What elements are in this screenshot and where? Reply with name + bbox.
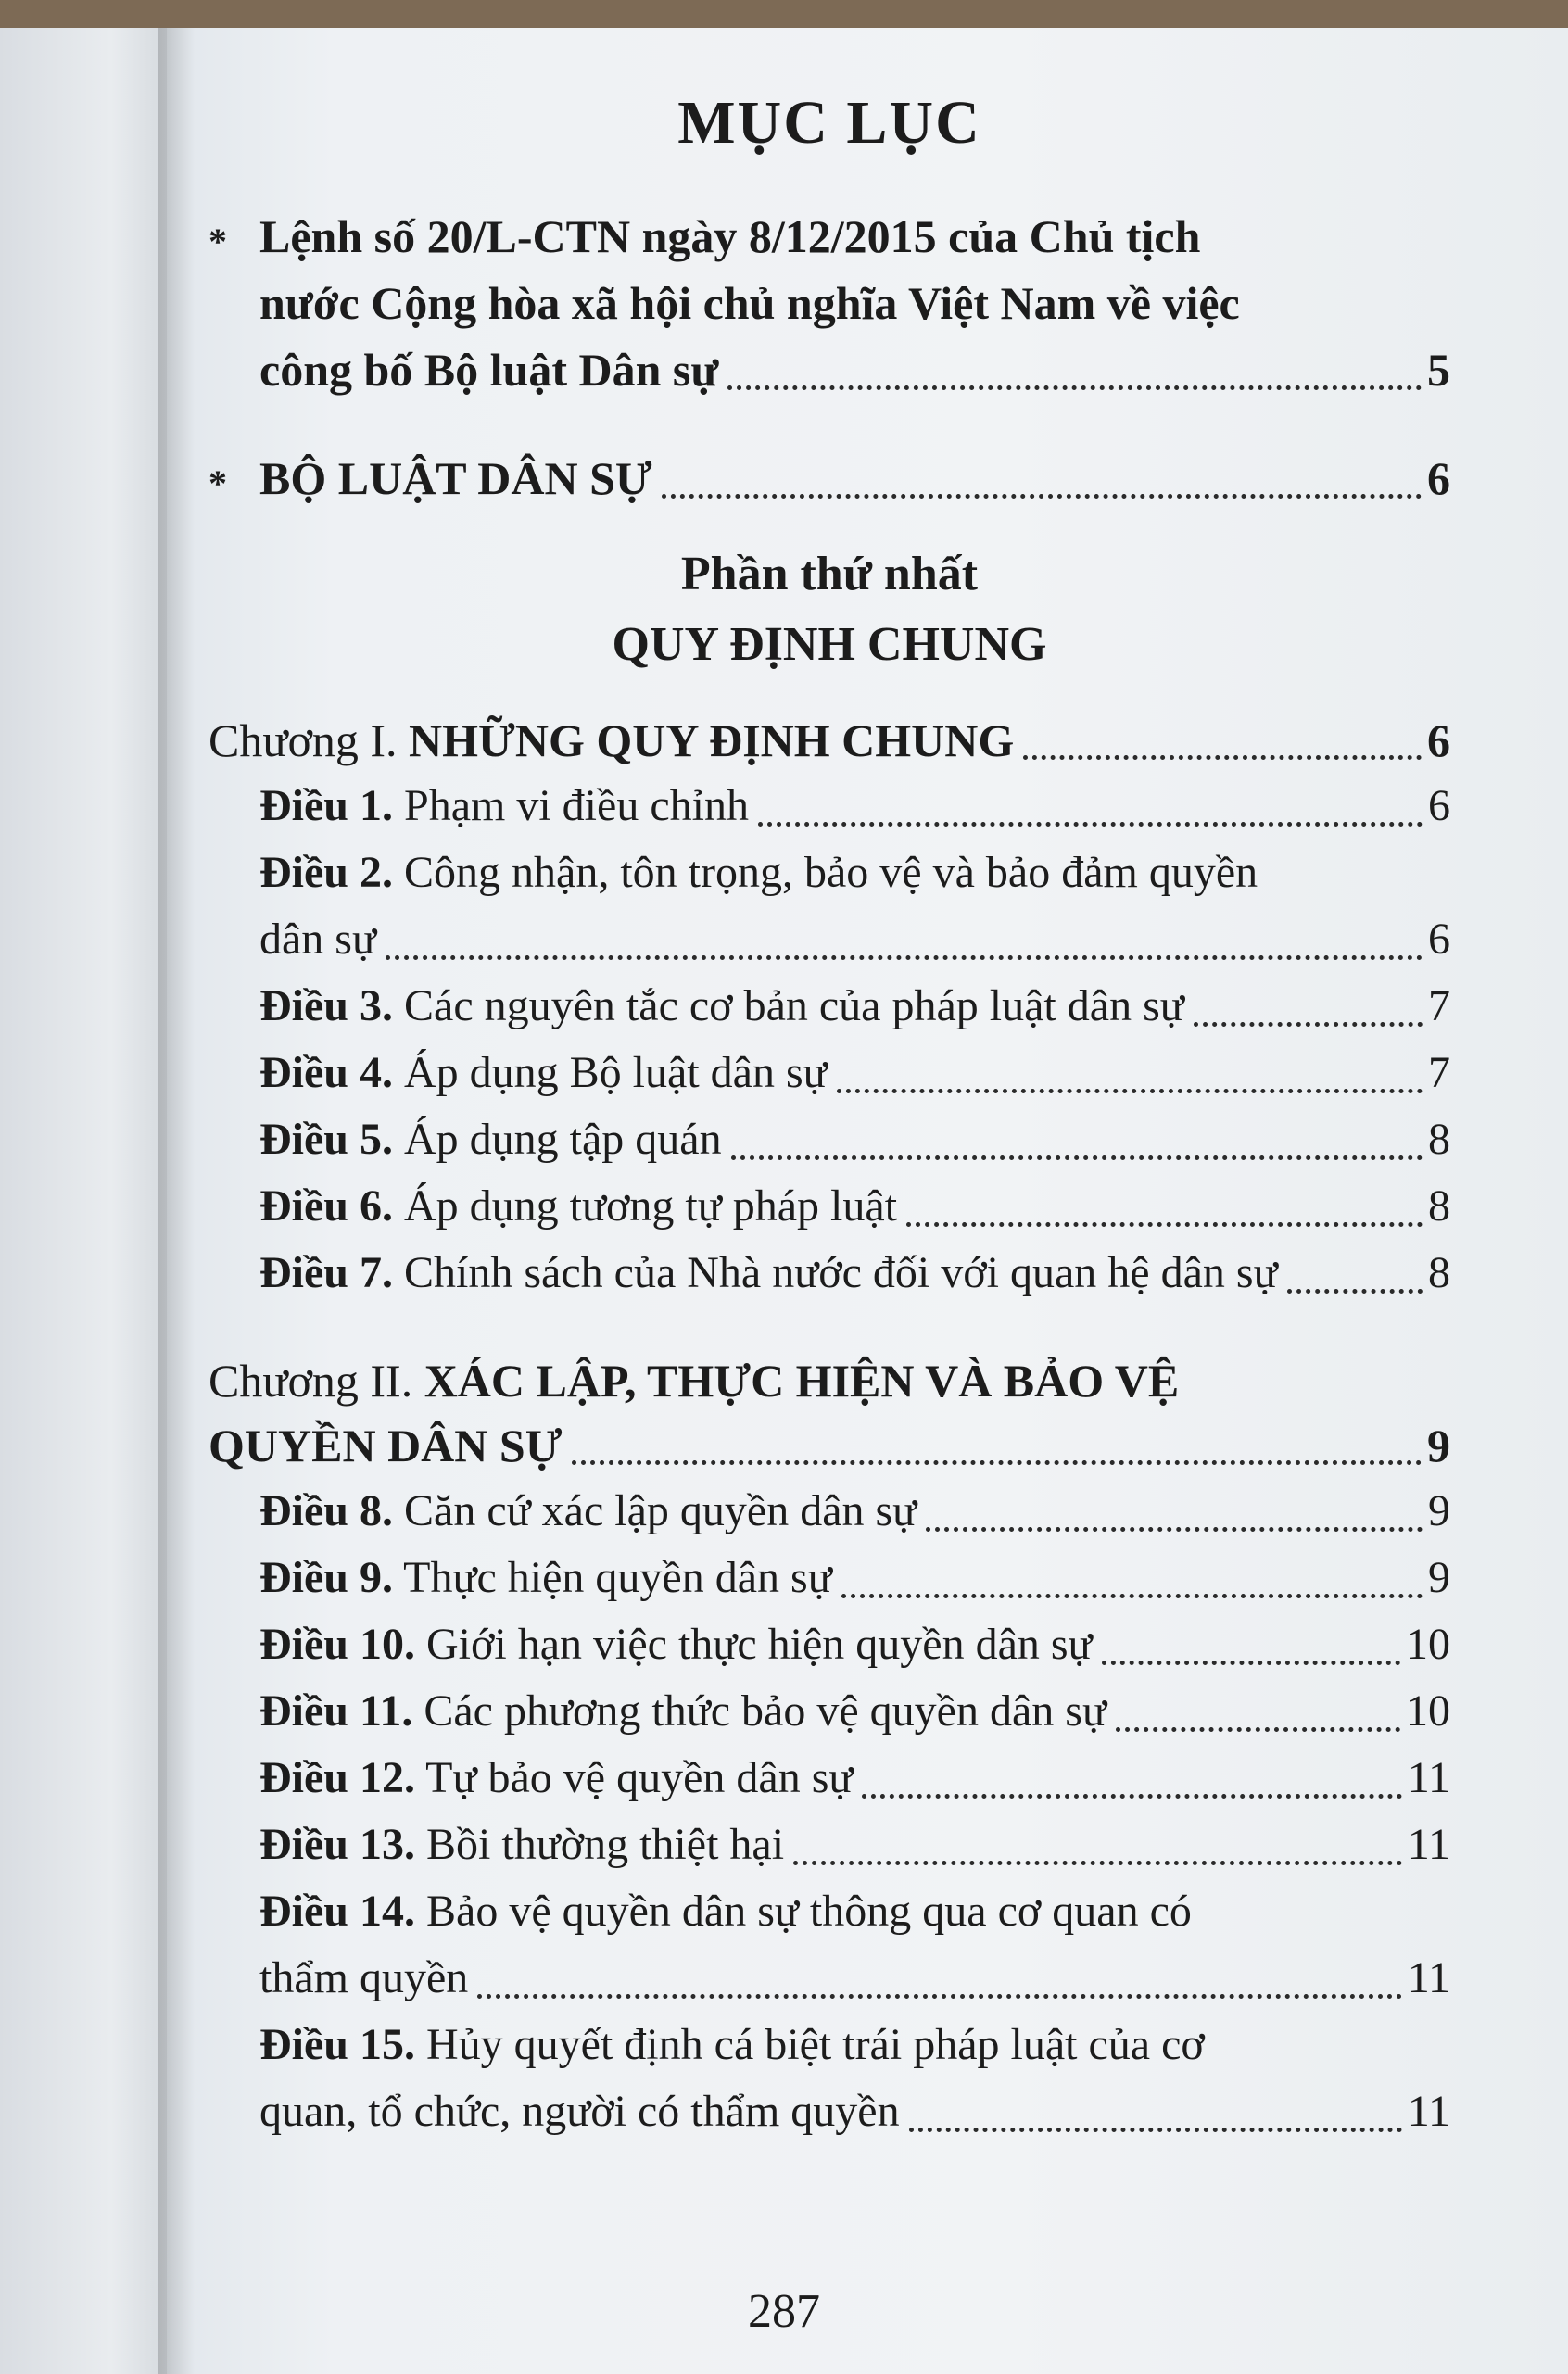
- dot-leader: [572, 1460, 1423, 1465]
- entry-line: Lệnh số 20/L-CTN ngày 8/12/2015 của Chủ tịch: [259, 210, 1201, 262]
- dot-leader: [1116, 1727, 1400, 1732]
- chapter-1: [209, 708, 1450, 773]
- page-ref: 11: [1407, 2087, 1450, 2136]
- page-ref: 9: [1428, 1486, 1450, 1535]
- article-11: [209, 1678, 1450, 1745]
- page-ref: 6: [1428, 781, 1450, 830]
- article-12: [209, 1745, 1450, 1812]
- entry-line: BỘ LUẬT DÂN SỰ: [259, 452, 652, 504]
- article-label: Điều 4.: [259, 1048, 393, 1097]
- dot-leader: [731, 1155, 1423, 1160]
- dot-leader: [662, 494, 1422, 499]
- page-ref: 6: [1427, 714, 1450, 766]
- article-title-cont: thẩm quyền: [259, 1953, 469, 2002]
- dot-leader: [1287, 1289, 1423, 1294]
- article-5: [209, 1106, 1450, 1173]
- asterisk-icon: *: [209, 462, 227, 504]
- page-ref: 5: [1427, 344, 1450, 396]
- page-title: MỤC LỤC: [677, 89, 981, 157]
- chapter-title-cont: QUYỀN DÂN SỰ: [209, 1420, 563, 1471]
- article-title: Bảo vệ quyền dân sự thông qua cơ quan có: [426, 1887, 1192, 1936]
- page-ref: 7: [1428, 981, 1450, 1030]
- article-8: [209, 1478, 1450, 1545]
- article-label: Điều 13.: [259, 1820, 415, 1869]
- article-9: [209, 1545, 1450, 1611]
- dot-leader: [477, 1994, 1402, 1999]
- article-label: Điều 6.: [259, 1181, 393, 1231]
- page-ref: 9: [1428, 1553, 1450, 1602]
- dot-leader: [862, 1794, 1401, 1799]
- dot-leader: [926, 1527, 1423, 1532]
- article-title: Bồi thường thiệt hại: [426, 1820, 785, 1869]
- page-ref: 10: [1406, 1686, 1450, 1736]
- article-title-cont: dân sự: [259, 915, 376, 964]
- dot-leader: [841, 1594, 1423, 1598]
- article-title: Công nhận, tôn trọng, bảo vệ và bảo đảm quyền: [404, 848, 1258, 897]
- dot-leader: [758, 822, 1423, 827]
- dot-leader: [1194, 1022, 1423, 1027]
- article-label: Điều 9.: [259, 1553, 393, 1602]
- article-title: Áp dụng tương tự pháp luật: [404, 1181, 898, 1231]
- article-title: Giới hạn việc thực hiện quyền dân sự: [426, 1620, 1093, 1669]
- article-label: Điều 1.: [259, 781, 393, 830]
- table-surface: [0, 0, 1568, 28]
- article-3: [209, 973, 1450, 1040]
- article-13: [209, 1812, 1450, 1878]
- article-title: Các nguyên tắc cơ bản của pháp luật dân sự: [404, 981, 1184, 1030]
- article-label: Điều 2.: [259, 848, 393, 897]
- page-ref: 8: [1428, 1181, 1450, 1231]
- article-2: [209, 840, 1450, 973]
- article-title-cont: quan, tổ chức, người có thẩm quyền: [259, 2087, 900, 2136]
- article-1: [209, 773, 1450, 840]
- article-label: Điều 3.: [259, 981, 393, 1030]
- entry-line: nước Cộng hòa xã hội chủ nghĩa Việt Nam về việc: [259, 277, 1240, 329]
- article-title: Chính sách của Nhà nước đối với quan hệ dân sự: [404, 1248, 1278, 1297]
- article-title: Các phương thức bảo vệ quyền dân sự: [424, 1686, 1106, 1736]
- article-15: [209, 2012, 1450, 2145]
- chapter-2: [209, 1348, 1450, 1478]
- page-number: 287: [748, 2285, 820, 2338]
- page-ref: 10: [1406, 1620, 1450, 1669]
- dot-leader: [793, 1861, 1402, 1865]
- article-label: Điều 5.: [259, 1115, 393, 1164]
- dot-leader: [906, 1222, 1423, 1227]
- page-ref: 8: [1428, 1248, 1450, 1297]
- article-label: Điều 14.: [259, 1887, 415, 1936]
- chapter-prefix: Chương II.: [209, 1355, 413, 1407]
- article-10: [209, 1611, 1450, 1678]
- article-label: Điều 7.: [259, 1248, 393, 1297]
- article-title: Phạm vi điều chỉnh: [404, 781, 749, 830]
- dot-leader: [909, 2128, 1402, 2132]
- page-ref: 11: [1407, 1953, 1450, 2002]
- entry-line: công bố Bộ luật Dân sự: [259, 344, 719, 396]
- article-6: [209, 1173, 1450, 1240]
- article-title: Thực hiện quyền dân sự: [403, 1553, 832, 1602]
- article-label: Điều 11.: [259, 1686, 413, 1736]
- article-title: Áp dụng Bộ luật dân sự: [404, 1048, 828, 1097]
- page-ref: 9: [1427, 1420, 1450, 1471]
- chapter-title: XÁC LẬP, THỰC HIỆN VÀ BẢO VỆ: [424, 1355, 1180, 1407]
- asterisk-icon: *: [209, 221, 227, 262]
- toc-entry-decree: [209, 203, 1450, 403]
- dot-leader: [727, 385, 1422, 390]
- article-label: Điều 8.: [259, 1486, 393, 1535]
- page-ref: 11: [1407, 1753, 1450, 1802]
- page-ref: 6: [1427, 452, 1450, 504]
- page-ref: 7: [1428, 1048, 1450, 1097]
- page-ref: 8: [1428, 1115, 1450, 1164]
- dot-leader: [1102, 1661, 1400, 1665]
- article-title: Căn cứ xác lập quyền dân sự: [404, 1486, 917, 1535]
- chapter-prefix: Chương I.: [209, 714, 398, 766]
- article-label: Điều 10.: [259, 1620, 415, 1669]
- page-ref: 6: [1428, 915, 1450, 964]
- dot-leader: [386, 955, 1423, 960]
- chapter-title: NHỮNG QUY ĐỊNH CHUNG: [409, 714, 1015, 766]
- article-title: Tự bảo vệ quyền dân sự: [425, 1753, 854, 1802]
- toc-content: [209, 88, 1450, 2145]
- article-4: [209, 1040, 1450, 1106]
- article-label: Điều 15.: [259, 2020, 415, 2069]
- spine-shadow: [158, 0, 195, 2374]
- article-title: Hủy quyết định cá biệt trái pháp luật của cơ: [426, 2020, 1205, 2069]
- article-14: [209, 1878, 1450, 2012]
- article-7: [209, 1240, 1450, 1307]
- dot-leader: [837, 1089, 1423, 1093]
- page-ref: 11: [1407, 1820, 1450, 1869]
- toc-entry-civil-code: [209, 445, 1450, 511]
- article-title: Áp dụng tập quán: [404, 1115, 722, 1164]
- article-label: Điều 12.: [259, 1753, 415, 1802]
- part-name: QUY ĐỊNH CHUNG: [612, 618, 1047, 671]
- part-label: Phần thứ nhất: [680, 548, 979, 600]
- dot-leader: [1023, 755, 1422, 760]
